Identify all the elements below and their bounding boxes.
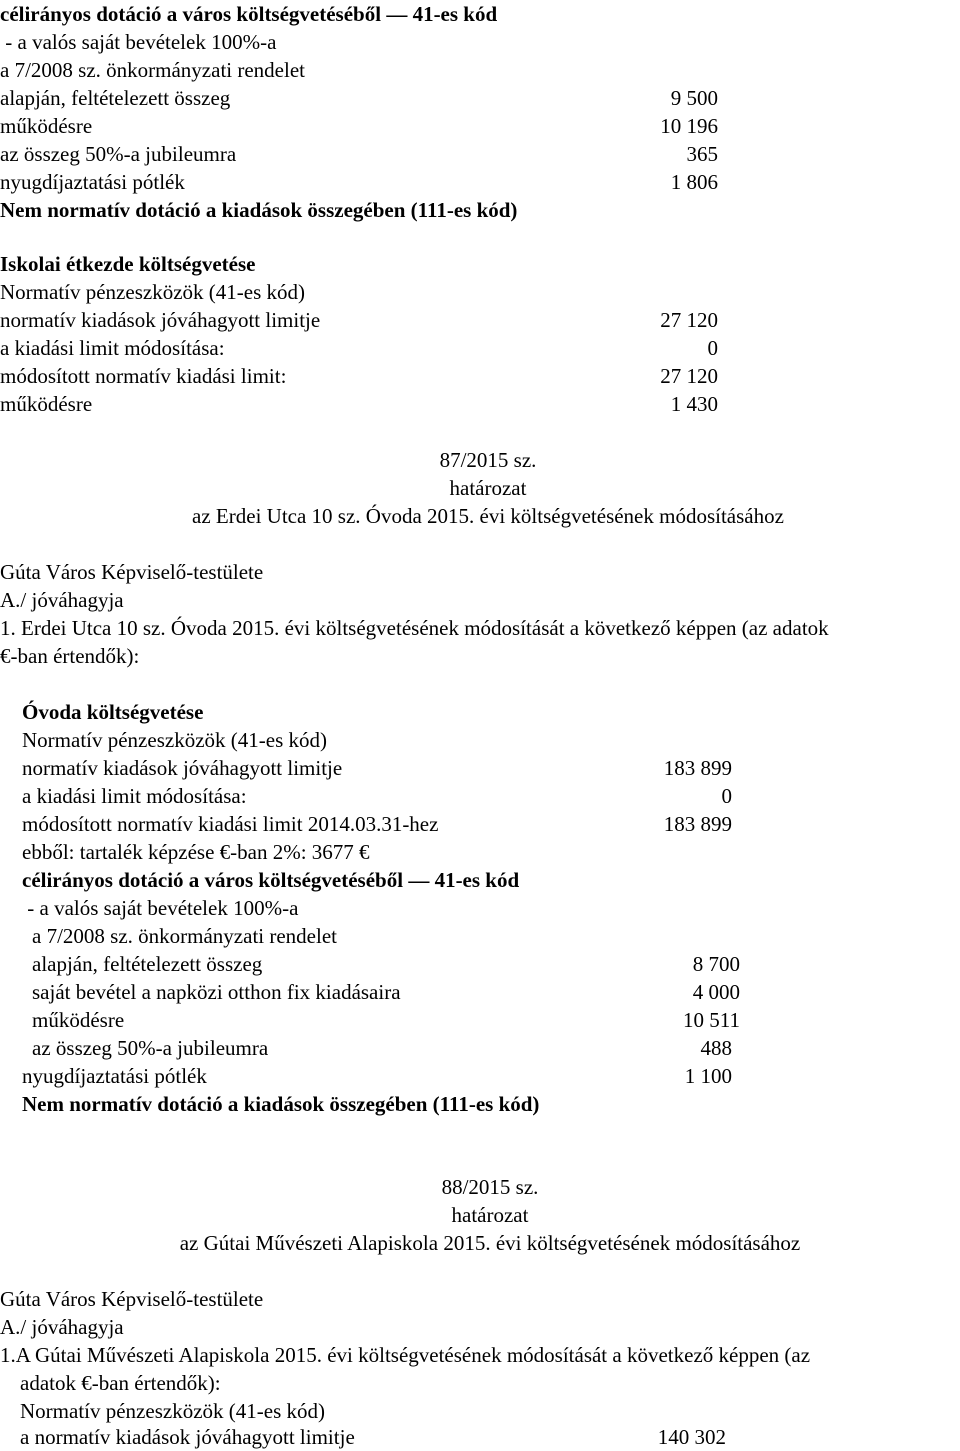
row-value: 10 196 bbox=[660, 114, 718, 138]
row-value: 0 bbox=[721, 784, 732, 808]
row-label: alapján, feltételezett összeg bbox=[0, 86, 231, 110]
resolution-item-cont: adatok €-ban értendők): bbox=[20, 1371, 221, 1395]
row-label: működésre bbox=[0, 392, 93, 416]
row-value: 27 120 bbox=[660, 308, 718, 332]
row-label: normatív kiadások jóváhagyott limitje bbox=[22, 756, 343, 780]
row-label: módosított normatív kiadási limit: bbox=[0, 364, 287, 388]
row-label: az összeg 50%-a jubileumra bbox=[32, 1036, 269, 1060]
resolution-item-cont: €-ban értendők): bbox=[0, 644, 140, 668]
row-value: 140 302 bbox=[657, 1425, 726, 1449]
row-label: nyugdíjaztatási pótlék bbox=[22, 1064, 207, 1088]
section-subtitle: Normatív pénzeszközök (41-es kód) bbox=[22, 728, 327, 752]
row-value: 10 511 bbox=[683, 1008, 740, 1032]
targeted-grant-line: a 7/2008 sz. önkormányzati rendelet bbox=[0, 58, 305, 82]
approval-line: A./ jóváhagyja bbox=[0, 1315, 124, 1339]
resolution-number: 88/2015 sz. bbox=[441, 1175, 539, 1199]
resolution-word: határozat bbox=[449, 476, 527, 500]
resolution-word: határozat bbox=[451, 1203, 529, 1227]
row-label: az összeg 50%-a jubileumra bbox=[0, 142, 237, 166]
section-subtitle: Normatív pénzeszközök (41-es kód) bbox=[0, 280, 305, 304]
resolution-item: 1.A Gútai Művészeti Alapiskola 2015. évi költségvetésének módosítását a következő képpen (az bbox=[0, 1343, 811, 1367]
row-value: 1 100 bbox=[684, 1064, 732, 1088]
row-label: a kiadási limit módosítása: bbox=[22, 784, 247, 808]
targeted-grant-line: - a valós saját bevételek 100%-a bbox=[22, 896, 299, 920]
row-label: a kiadási limit módosítása: bbox=[0, 336, 225, 360]
row-label: a normatív kiadások jóváhagyott limitje bbox=[20, 1425, 355, 1449]
row-label: működésre bbox=[32, 1008, 125, 1032]
row-value: 183 899 bbox=[663, 812, 732, 836]
resolution-subject: az Gútai Művészeti Alapiskola 2015. évi költségvetésének módosításához bbox=[179, 1231, 801, 1255]
council-name: Gúta Város Képviselő-testülete bbox=[0, 560, 264, 584]
targeted-grant-heading: célirányos dotáció a város költségvetéséből — 41-es kód bbox=[0, 2, 498, 26]
section-title: Óvoda költségvetése bbox=[22, 700, 204, 724]
approval-line: A./ jóváhagyja bbox=[0, 588, 124, 612]
row-value: 1 806 bbox=[670, 170, 718, 194]
row-label: alapján, feltételezett összeg bbox=[32, 952, 263, 976]
targeted-grant-line: - a valós saját bevételek 100%-a bbox=[0, 30, 277, 54]
row-label: nyugdíjaztatási pótlék bbox=[0, 170, 185, 194]
row-label: saját bevétel a napközi otthon fix kiadásaira bbox=[32, 980, 401, 1004]
row-value: 365 bbox=[686, 142, 718, 166]
targeted-grant-line: a 7/2008 sz. önkormányzati rendelet bbox=[32, 924, 337, 948]
row-value: 9 500 bbox=[670, 86, 718, 110]
row-value: 0 bbox=[707, 336, 718, 360]
section-subtitle: Normatív pénzeszközök (41-es kód) bbox=[20, 1399, 325, 1423]
row-value: 183 899 bbox=[663, 756, 732, 780]
row-label: normatív kiadások jóváhagyott limitje bbox=[0, 308, 321, 332]
resolution-number: 87/2015 sz. bbox=[439, 448, 537, 472]
council-name: Gúta Város Képviselő-testülete bbox=[0, 1287, 264, 1311]
row-value: 4 000 bbox=[692, 980, 740, 1004]
row-label: módosított normatív kiadási limit 2014.03.31-hez bbox=[22, 812, 439, 836]
targeted-grant-heading: célirányos dotáció a város költségvetéséből — 41-es kód bbox=[22, 868, 520, 892]
resolution-subject: az Erdei Utca 10 sz. Óvoda 2015. évi költségvetésének módosításához bbox=[192, 504, 784, 528]
non-normative-footer: Nem normatív dotáció a kiadások összegében (111-es kód) bbox=[22, 1092, 540, 1116]
row-value: 1 430 bbox=[670, 392, 718, 416]
row-label: működésre bbox=[0, 114, 93, 138]
resolution-item: 1. Erdei Utca 10 sz. Óvoda 2015. évi költségvetésének módosítását a következő képpen (az adatok bbox=[0, 616, 829, 640]
non-normative-footer: Nem normatív dotáció a kiadások összegében (111-es kód) bbox=[0, 198, 518, 222]
reserve-line: ebből: tartalék képzése €-ban 2%: 3677 € bbox=[22, 840, 370, 864]
row-value: 27 120 bbox=[660, 364, 718, 388]
row-value: 8 700 bbox=[692, 952, 740, 976]
row-value: 488 bbox=[700, 1036, 732, 1060]
section-title: Iskolai étkezde költségvetése bbox=[0, 252, 256, 276]
